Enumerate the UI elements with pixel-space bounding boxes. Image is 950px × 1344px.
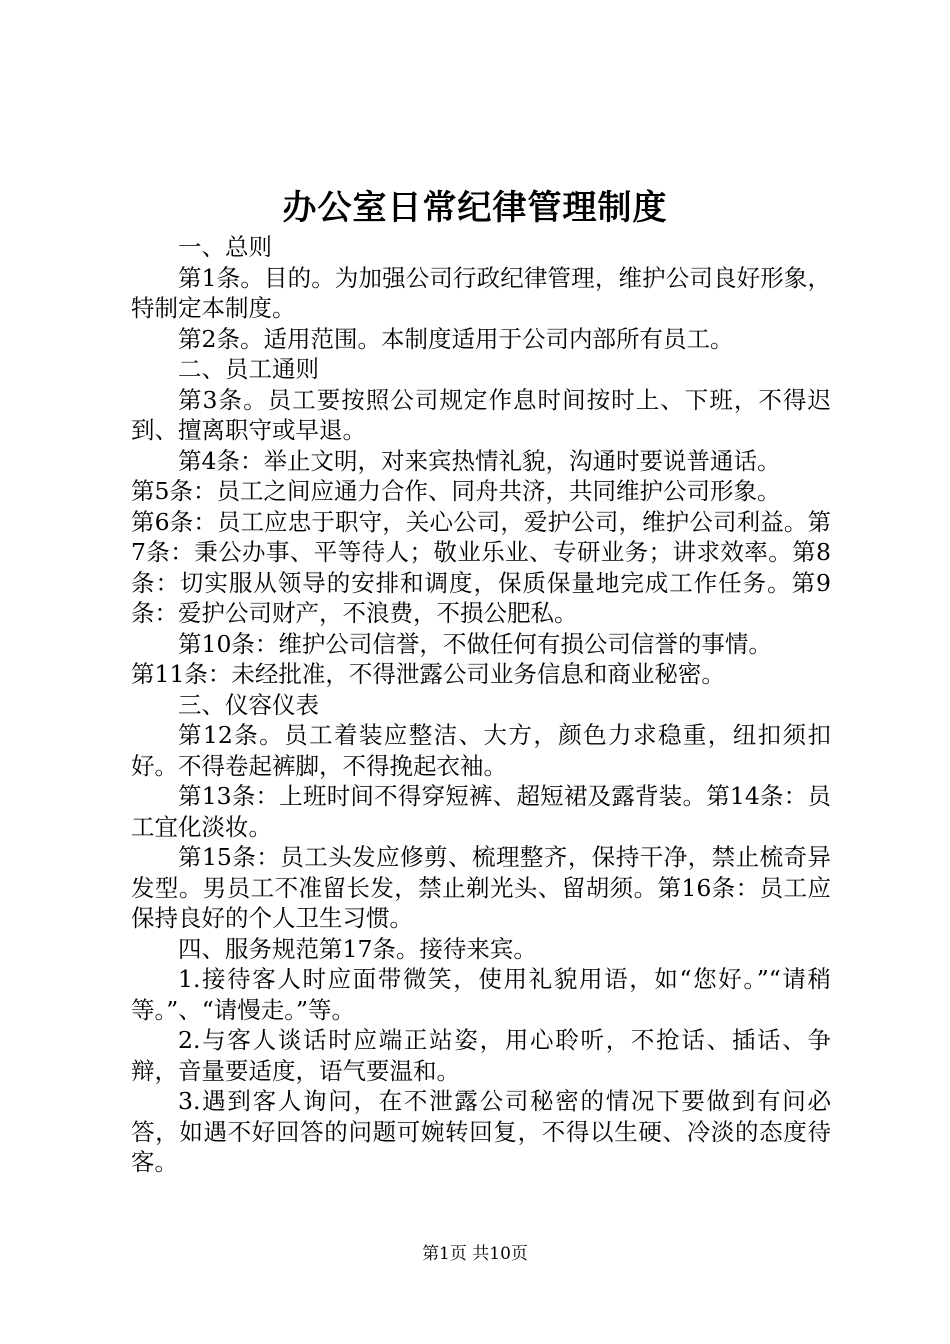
paragraph: 第6条：员工应忠于职守，关心公司，爱护公司，维护公司利益。第7条：秉公办事、平等待人；敬业乐业、专研业务；讲求效率。第8条：切实服从领导的安排和调度，保质保量地完成工作任务。第9条：爱护公司财产，不浪费，不损公肥私。 [131, 507, 831, 627]
paragraph: 第13条：上班时间不得穿短裤、超短裙及露背装。第14条：员工宜化淡妆。 [131, 782, 831, 841]
paragraph: 四、服务规范第17条。接待来宾。 [178, 934, 537, 963]
paragraph: 一、总则 [178, 233, 272, 261]
paragraph: 第5条：员工之间应通力合作、同舟共济，共同维护公司形象。 [131, 477, 781, 505]
paragraph: 1.接待客人时应面带微笑，使用礼貌用语，如“您好。”“请稍等。”、“请慢走。”等。 [131, 965, 831, 1024]
document-body [131, 232, 831, 1178]
paragraph: 第12条。员工着装应整洁、大方，颜色力求稳重，纽扣须扣好。不得卷起裤脚，不得挽起衣袖。 [131, 721, 831, 780]
paragraph: 第1条。目的。为加强公司行政纪律管理，维护公司良好形象，特制定本制度。 [131, 263, 831, 322]
paragraph: 第10条：维护公司信誉，不做任何有损公司信誉的事情。 [178, 629, 772, 658]
paragraph: 二、员工通则 [178, 355, 319, 383]
paragraph: 3.遇到客人询问，在不泄露公司秘密的情况下要做到有问必答，如遇不好回答的问题可婉转回复，不得以生硬、冷淡的态度待客。 [131, 1087, 831, 1176]
paragraph: 第2条。适用范围。本制度适用于公司内部所有员工。 [178, 324, 734, 353]
document-title: 办公室日常纪律管理制度 [282, 188, 668, 228]
page-footer: 第1页 共10页 [422, 1244, 528, 1264]
paragraph: 第4条：举止文明，对来宾热情礼貌，沟通时要说普通话。 [178, 446, 781, 475]
paragraph: 第15条：员工头发应修剪、梳理整齐，保持干净，禁止梳奇异发型。男员工不准留长发，禁止剃光头、留胡须。第16条：员工应保持良好的个人卫生习惯。 [131, 843, 831, 932]
paragraph: 三、仪容仪表 [178, 690, 319, 719]
paragraph: 第3条。员工要按照公司规定作息时间按时上、下班，不得迟到、擅离职守或早退。 [131, 385, 831, 444]
paragraph: 2.与客人谈话时应端正站姿，用心聆听，不抢话、插话、争辩，音量要适度，语气要温和。 [131, 1026, 831, 1085]
paragraph: 第11条：未经批准，不得泄露公司业务信息和商业秘密。 [131, 660, 725, 688]
